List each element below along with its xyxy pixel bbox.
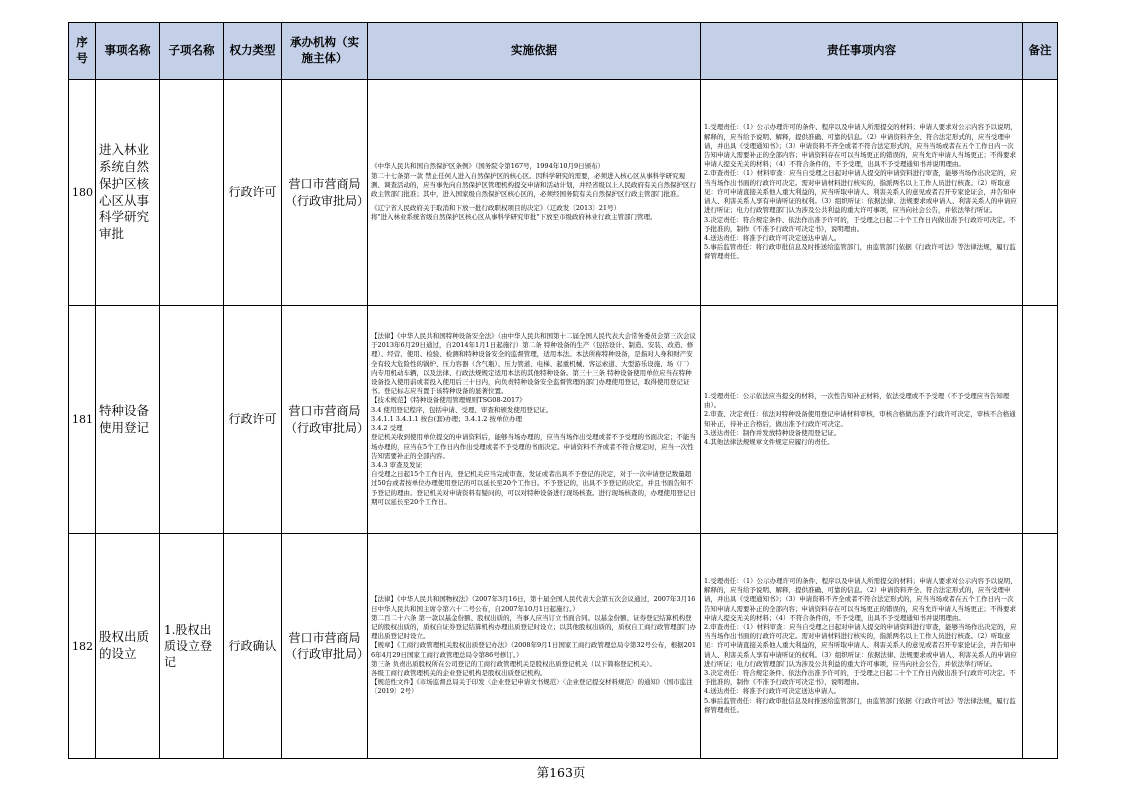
responsibility-paragraph: 1.受理责任：公示依法应当提交的材料，一次性告知补正材料，依法受理或不予受理（不予受理应当告知理由）。 2.审查、决定责任：依法对特种设备使用登记申请材料审核，审核合格做出准予行政许可决定，审核不合格通知补正，待补正合格后，做出准予行政许可决定。 3.送达责任：制作并发放特种设备使用登记证。 4.其他法律法规规章文件规定应履行的责任。 [704, 391, 1016, 446]
row-seq: 180 [69, 80, 96, 306]
row-sub-item [160, 80, 224, 306]
row-notes [1023, 80, 1058, 306]
row-responsibility [701, 306, 1023, 534]
table-row [69, 306, 1058, 534]
row-basis [368, 534, 701, 759]
responsibility-table [68, 22, 1058, 759]
header-basis: 实施依据 [368, 23, 701, 80]
header-row [69, 23, 1058, 80]
table-row [69, 80, 1058, 306]
header-seq: 序号 [69, 23, 96, 80]
row-power-type: 行政许可 [224, 306, 282, 534]
row-org: 营口市营商局（行政审批局） [282, 306, 368, 534]
header-notes: 备注 [1023, 23, 1058, 80]
row-org: 营口市营商局（行政审批局） [282, 80, 368, 306]
header-org: 承办机构（实施主体） [282, 23, 368, 80]
row-responsibility [701, 534, 1023, 759]
row-item-name: 股权出质的设立 [96, 534, 160, 759]
row-basis [368, 80, 701, 306]
page-number: 第163页 [536, 765, 586, 780]
row-basis [368, 306, 701, 534]
row-seq: 181 [69, 306, 96, 534]
header-power-type: 权力类型 [224, 23, 282, 80]
row-power-type: 行政确认 [224, 534, 282, 759]
row-responsibility [701, 80, 1023, 306]
row-power-type: 行政许可 [224, 80, 282, 306]
row-item-name: 进入林业系统自然保护区核心区从事科学研究审批 [96, 80, 160, 306]
row-notes [1023, 534, 1058, 759]
header-responsibility: 责任事项内容 [701, 23, 1023, 80]
responsibility-paragraph: 1.受理责任：（1）公示办理许可的条件、程序以及申请人所需提交的材料；申请人要求对公示内容予以说明、解释的，应当给予说明、解释，提供准确、可靠的信息。（2）申请资料齐全、符合法定形式的，应当受理申请，并出具《受理通知书》；（3）申请资料不齐全或者不符合法定形式的，应当当场或者在五个工作日内一次告知申请人需要补正的全部内容；申请资料存在可以当场更正的错误的，应当允许申请人当场更正；不得要求申请人提交无关的材料；（4）不符合条件的，不予受理，出具不予受理通知书并说明理由。 2.审查责任：（1）材料审查：应当自受理之日起对申请人提交的申请资料进行审查，能够当场作出决定的，应当当场作出书面的行政许可决定。需对申请材料进行核实的，指派两名以上工作人员进行核查。（2）听取意见：许可申请直接关系他人重大利益的，应当听取申请人、利害关系人的意见或者召开专家论证会，并告知申请人、利害关系人享有申请听证的权利。（3）组织听证：依据法律、法规要求或申请人、利害关系人的申请应进行听证；电力行政管理部门认为涉及公共利益的重大许可事项，应当向社会公告，并依法举行听证。 3.决定责任：符合规定条件、依法作出准予许可的，于受理之日起二十个工作日内做出准予行政许可决定。不予批准的，制作《不准予行政许可决定书》，说明理由。 4.送达责任：将准予行政许可决定送达申请人。 5.事后监管责任：将行政审批信息及时推送给监管部门，由监管部门依据《行政许可法》等法律法规，履行监督管理责任。 [704, 576, 1017, 714]
table-row [69, 534, 1058, 759]
row-sub-item: 1.股权出质设立登记 [160, 534, 224, 759]
header-sub-item: 子项名称 [160, 23, 224, 80]
row-org: 营口市营商局（行政审批局） [282, 534, 368, 759]
basis-paragraph: 【法律】《中华人民共和国特种设备安全法》（由中华人民共和国第十二届全国人民代表大会常务委员会第三次会议于2013年6月29日通过，自2014年1月1日起施行）第二条 特种设备的生产（包括设计、制造、安装、改造、修理）、经营、使用、检验、检测和特种设备安全的监督管理，适用本法。本法所称特种设备，是指对人身和财产安全有较大危险性的锅炉、压力容器（含气瓶）、压力管道、电梯、起重机械、客运索道、大型游乐设施、场（厂）内专用机动车辆，以及法律、行政法规规定适用本法的其他特种设备。第三十三条 特种设备使用单位应当在特种设备投入使用前或者投入使用后三十日内，向负责特种设备安全监督管理的部门办理使用登记，取得使用登记证书。登记标志应当置于该特种设备的显著位置。 【技术规范】《特种设备使用管理规则TSG08-2017》 3.4 使用登记程序，包括申请、受理、审查和颁发使用登记证。 3.4.1.1 3.4.1.1 按台(套)办理；3.4.1.2 按单位办理 3.4.2 受理 登记机关收到使用单位提交的申请资料后，能够当场办理的，应当当场作出受理或者不予受理的书面决定；不能当场办理的，应当在5个工作日内作出受理或者不予受理的书面决定。申请资料不齐或者不符合规定时，应当一次性告知需要补正的全部内容。 3.4.3 审查及发证 自受理之日起15个工作日内，登记机关应当完成审查、发证或者出具不予登记的决定，对于一次申请登记数量超过50台或者按单位办理使用登记的可以延长至20个工作日。不予登记的，出具不予登记的决定，并且书面告知不予登记的理由。登记机关对申请资料有疑问的，可以对特种设备进行现场核查。进行现场核查的，办理使用登记日期可以延长至20个工作日。 [371, 331, 696, 506]
header-item-name: 事项名称 [96, 23, 160, 80]
row-sub-item [160, 306, 224, 534]
basis-paragraph: 《中华人民共和国自然保护区条例》（国务院令第167号，1994年10月9日颁布） 第二十七条第一款 禁止任何人进入自然保护区的核心区。因科学研究的需要，必须进入核心区从事科学研究观测、调查活动的，应当事先向自然保护区管理机构提交申请和活动计划，并经省级以上人民政府有关自然保护区行政主管部门批准；其中，进入国家级自然保护区核心区的，必须经国务院有关自然保护区行政主管部门批准。 [371, 162, 696, 198]
row-seq: 182 [69, 534, 96, 759]
row-item-name: 特种设备使用登记 [96, 306, 160, 534]
responsibility-paragraph: 1.受理责任：（1）公示办理许可的条件、程序以及申请人所需提交的材料；申请人要求对公示内容予以说明、解释的，应当给予说明、解释，提供准确、可靠的信息。（2）申请资料齐全、符合法定形式的，应当受理申请，并出具《受理通知书》；（3）申请资料不齐全或者不符合法定形式的，应当当场或者在五个工作日内一次告知申请人需要补正的全部内容；申请资料存在可以当场更正的错误的，应当允许申请人当场更正；不得要求申请人提交无关的材料；（4）不符合条件的，不予受理，出具不予受理通知书并说明理由。 2.审查责任：（1）材料审查：应当自受理之日起对申请人提交的申请资料进行审查，能够当场作出决定的，应当当场作出书面的行政许可决定。需对申请材料进行核实的，指派两名以上工作人员进行核查。（2）听取意见：许可申请直接关系他人重大利益的，应当听取申请人、利害关系人的意见或者召开专家论证会，并告知申请人、利害关系人享有申请听证的权利。（3）组织听证：依据法律、法规要求或申请人、利害关系人的申请应进行听证；电力行政管理部门认为涉及公共利益的重大许可事项，应当向社会公告，并依法举行听证。 3.决定责任：符合规定条件、依法作出准予许可的，于受理之日起二十个工作日内做出准予行政许可决定。不予批准的，制作《不准予行政许可决定书》，说明理由。 4.送达责任：将准予行政许可决定送达申请人。 5.事后监管责任：将行政审批信息及时推送给监管部门，由监管部门依据《行政许可法》等法律法规，履行监督管理责任。 [704, 123, 1017, 261]
row-notes [1023, 306, 1058, 534]
basis-paragraph: 《辽宁省人民政府关于取消和下放一批行政职权项目的决定》（辽政发〔2013〕21号） 将"进入林业系统省级自然保护区核心区从事科学研究审批"下放至市级政府林业行政主管部门管理。 [371, 204, 657, 222]
basis-paragraph: 【法律】《中华人民共和国物权法》（2007年3月16日，第十届全国人民代表大会第五次会议通过，2007年3月16日中华人民共和国主席令第六十二号公布，自2007年10月1日起施行。） 第二百二十六条 第一款以基金份额、股权出质的，当事人应当订立书面合同。以基金份额、证券登记结算机构登记的股权出质的，质权自证券登记结算机构办理出质登记时设立；以其他股权出质的，质权自工商行政管理部门办理出质登记时设立。 【规章】《工商行政管理机关股权出质登记办法》（2008年9月1日国家工商行政管理总局令第32号公布，根据2016年4月29日国家工商行政管理总局令第86号修订。） 第三条 负责出质股权所在公司登记的工商行政管理机关是股权出质登记机关（以下简称登记机关）。 各级工商行政管理机关的企业登记机构是股权出质登记机构。 【规范性文件】《市场监督总局关于印发〈企业登记申请文书规范〉〈企业登记提交材料规范〉的通知》（国市监注〔2019〕2号） [371, 595, 696, 696]
